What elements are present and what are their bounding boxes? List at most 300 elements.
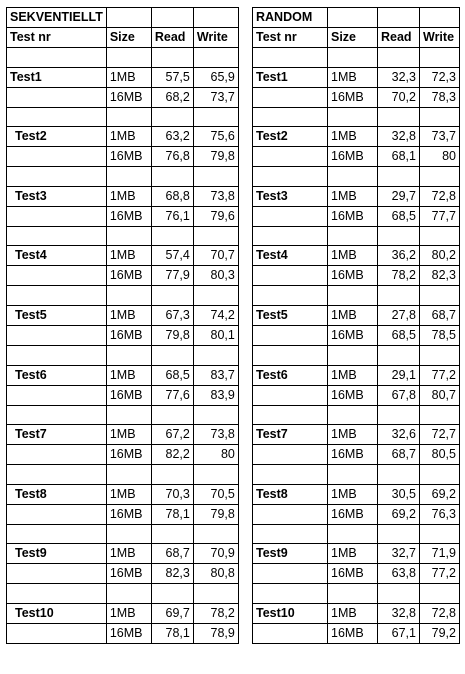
test-name[interactable]: Test3	[7, 186, 107, 206]
empty-cell[interactable]	[253, 584, 328, 604]
read-cell[interactable]: 57,5	[151, 67, 193, 87]
size-cell[interactable]: 16MB	[106, 87, 151, 107]
header-write[interactable]: Write	[193, 28, 238, 48]
size-cell[interactable]: 16MB	[328, 266, 378, 286]
read-cell[interactable]: 67,2	[151, 425, 193, 445]
empty-cell[interactable]	[420, 524, 460, 544]
size-cell[interactable]: 16MB	[106, 623, 151, 643]
table-row	[7, 87, 239, 107]
read-cell[interactable]: 77,9	[151, 266, 193, 286]
spacer-row	[253, 405, 460, 425]
write-cell[interactable]: 72,7	[420, 425, 460, 445]
read-cell[interactable]: 57,4	[151, 246, 193, 266]
size-cell[interactable]: 16MB	[328, 623, 378, 643]
title-row	[253, 8, 460, 28]
size-cell[interactable]: 1MB	[106, 544, 151, 564]
header-row	[7, 28, 239, 48]
write-cell[interactable]: 78,9	[193, 623, 238, 643]
empty-cell[interactable]	[7, 584, 107, 604]
test-name[interactable]: Test9	[7, 544, 107, 564]
empty-cell[interactable]	[151, 584, 193, 604]
size-cell[interactable]: 16MB	[106, 445, 151, 465]
read-cell[interactable]: 76,8	[151, 147, 193, 167]
size-cell[interactable]: 1MB	[106, 484, 151, 504]
table-row	[7, 127, 239, 147]
header-size[interactable]: Size	[106, 28, 151, 48]
size-cell[interactable]: 1MB	[328, 603, 378, 623]
empty-cell[interactable]	[253, 345, 328, 365]
read-cell[interactable]: 78,2	[378, 266, 420, 286]
size-cell[interactable]: 1MB	[328, 246, 378, 266]
test-name[interactable]: Test2	[7, 127, 107, 147]
write-cell[interactable]: 83,7	[193, 365, 238, 385]
test-name[interactable]: Test8	[253, 484, 328, 504]
table-row	[253, 623, 460, 643]
read-cell[interactable]: 68,5	[378, 206, 420, 226]
write-cell[interactable]: 72,8	[420, 603, 460, 623]
test-name[interactable]: Test5	[253, 305, 328, 325]
size-cell[interactable]: 1MB	[328, 544, 378, 564]
size-cell[interactable]: 16MB	[106, 385, 151, 405]
empty-cell[interactable]	[253, 465, 328, 485]
empty-cell[interactable]	[193, 345, 238, 365]
empty-cell[interactable]	[253, 48, 328, 68]
empty-cell[interactable]	[253, 623, 328, 643]
table-row	[7, 365, 239, 385]
table-row	[253, 246, 460, 266]
table-row	[253, 425, 460, 445]
read-cell[interactable]: 68,7	[378, 445, 420, 465]
empty-cell[interactable]	[7, 405, 107, 425]
empty-cell[interactable]	[420, 8, 460, 28]
empty-cell[interactable]	[378, 107, 420, 127]
table-row	[7, 325, 239, 345]
size-cell[interactable]: 16MB	[106, 325, 151, 345]
size-cell[interactable]: 16MB	[328, 504, 378, 524]
empty-cell[interactable]	[328, 345, 378, 365]
table-row	[253, 206, 460, 226]
read-cell[interactable]: 68,8	[151, 186, 193, 206]
empty-cell[interactable]	[106, 48, 151, 68]
size-cell[interactable]: 16MB	[328, 87, 378, 107]
empty-cell[interactable]	[378, 465, 420, 485]
read-cell[interactable]: 32,7	[378, 544, 420, 564]
empty-cell[interactable]	[378, 286, 420, 306]
write-cell[interactable]: 70,7	[193, 246, 238, 266]
empty-cell[interactable]	[7, 226, 107, 246]
test-name[interactable]: Test3	[253, 186, 328, 206]
test-name[interactable]: Test9	[253, 544, 328, 564]
empty-cell[interactable]	[193, 226, 238, 246]
empty-cell[interactable]	[328, 524, 378, 544]
empty-cell[interactable]	[151, 345, 193, 365]
size-cell[interactable]: 16MB	[106, 564, 151, 584]
size-cell[interactable]: 1MB	[328, 425, 378, 445]
table-row	[7, 544, 239, 564]
spacer-row	[7, 167, 239, 187]
empty-cell[interactable]	[106, 8, 151, 28]
empty-cell[interactable]	[7, 465, 107, 485]
empty-cell[interactable]	[420, 226, 460, 246]
empty-cell[interactable]	[7, 524, 107, 544]
size-cell[interactable]: 1MB	[328, 305, 378, 325]
size-cell[interactable]: 16MB	[328, 147, 378, 167]
empty-cell[interactable]	[328, 405, 378, 425]
empty-cell[interactable]	[7, 325, 107, 345]
empty-cell[interactable]	[328, 107, 378, 127]
read-cell[interactable]: 32,8	[378, 127, 420, 147]
spacer-row	[253, 345, 460, 365]
read-cell[interactable]: 29,1	[378, 365, 420, 385]
write-cell[interactable]: 68,7	[420, 305, 460, 325]
title-row	[7, 8, 239, 28]
test-name[interactable]: Test6	[7, 365, 107, 385]
empty-cell[interactable]	[151, 8, 193, 28]
size-cell[interactable]: 1MB	[106, 246, 151, 266]
write-cell[interactable]: 82,3	[420, 266, 460, 286]
empty-cell[interactable]	[378, 8, 420, 28]
read-cell[interactable]: 30,5	[378, 484, 420, 504]
test-name[interactable]: Test6	[253, 365, 328, 385]
empty-cell[interactable]	[106, 524, 151, 544]
empty-cell[interactable]	[7, 48, 107, 68]
test-name[interactable]: Test5	[7, 305, 107, 325]
empty-cell[interactable]	[106, 465, 151, 485]
empty-cell[interactable]	[7, 445, 107, 465]
read-cell[interactable]: 67,1	[378, 623, 420, 643]
write-cell[interactable]: 65,9	[193, 67, 238, 87]
empty-cell[interactable]	[420, 107, 460, 127]
empty-cell[interactable]	[7, 623, 107, 643]
empty-cell[interactable]	[253, 226, 328, 246]
write-cell[interactable]: 74,2	[193, 305, 238, 325]
empty-cell[interactable]	[7, 385, 107, 405]
spacer-row	[7, 48, 239, 68]
write-cell[interactable]: 80	[420, 147, 460, 167]
read-cell[interactable]: 68,2	[151, 87, 193, 107]
write-cell[interactable]: 78,2	[193, 603, 238, 623]
test-name[interactable]: Test10	[7, 603, 107, 623]
test-name[interactable]: Test4	[253, 246, 328, 266]
size-cell[interactable]: 1MB	[106, 365, 151, 385]
size-cell[interactable]: 16MB	[106, 147, 151, 167]
empty-cell[interactable]	[7, 167, 107, 187]
empty-cell[interactable]	[106, 107, 151, 127]
empty-cell[interactable]	[420, 48, 460, 68]
empty-cell[interactable]	[253, 564, 328, 584]
empty-cell[interactable]	[193, 48, 238, 68]
section-title: SEKVENTIELLT	[7, 8, 107, 28]
empty-cell[interactable]	[253, 385, 328, 405]
empty-cell[interactable]	[151, 226, 193, 246]
empty-cell[interactable]	[7, 266, 107, 286]
spacer-row	[7, 524, 239, 544]
empty-cell[interactable]	[193, 524, 238, 544]
write-cell[interactable]: 70,9	[193, 544, 238, 564]
empty-cell[interactable]	[253, 167, 328, 187]
empty-cell[interactable]	[420, 345, 460, 365]
empty-cell[interactable]	[7, 147, 107, 167]
table-row	[253, 365, 460, 385]
write-cell[interactable]: 72,8	[420, 186, 460, 206]
table-row	[253, 87, 460, 107]
spacer-row	[253, 524, 460, 544]
empty-cell[interactable]	[193, 286, 238, 306]
table-row	[253, 186, 460, 206]
section-title: RANDOM	[253, 8, 328, 28]
empty-cell[interactable]	[253, 325, 328, 345]
header-size[interactable]: Size	[328, 28, 378, 48]
test-name[interactable]: Test4	[7, 246, 107, 266]
empty-cell[interactable]	[106, 345, 151, 365]
empty-cell[interactable]	[328, 226, 378, 246]
write-cell[interactable]: 79,6	[193, 206, 238, 226]
empty-cell[interactable]	[253, 286, 328, 306]
table-row	[7, 484, 239, 504]
read-cell[interactable]: 27,8	[378, 305, 420, 325]
table-row	[7, 186, 239, 206]
empty-cell[interactable]	[420, 584, 460, 604]
empty-cell[interactable]	[420, 167, 460, 187]
read-cell[interactable]: 70,2	[378, 87, 420, 107]
spacer-row	[7, 345, 239, 365]
read-cell[interactable]: 70,3	[151, 484, 193, 504]
table-row	[253, 325, 460, 345]
size-cell[interactable]: 1MB	[328, 127, 378, 147]
write-cell[interactable]: 78,5	[420, 325, 460, 345]
empty-cell[interactable]	[7, 564, 107, 584]
empty-cell[interactable]	[253, 107, 328, 127]
test-name[interactable]: Test10	[253, 603, 328, 623]
write-cell[interactable]: 80,5	[420, 445, 460, 465]
size-cell[interactable]: 16MB	[328, 385, 378, 405]
empty-cell[interactable]	[7, 345, 107, 365]
empty-cell[interactable]	[193, 107, 238, 127]
size-cell[interactable]: 1MB	[106, 305, 151, 325]
empty-cell[interactable]	[151, 405, 193, 425]
read-cell[interactable]: 63,8	[378, 564, 420, 584]
header-test-nr[interactable]: Test nr	[7, 28, 107, 48]
size-cell[interactable]: 16MB	[328, 445, 378, 465]
read-cell[interactable]: 32,6	[378, 425, 420, 445]
size-cell[interactable]: 1MB	[106, 603, 151, 623]
empty-cell[interactable]	[253, 405, 328, 425]
read-cell[interactable]: 68,7	[151, 544, 193, 564]
table-row	[7, 246, 239, 266]
empty-cell[interactable]	[378, 405, 420, 425]
size-cell[interactable]: 1MB	[106, 67, 151, 87]
empty-cell[interactable]	[151, 286, 193, 306]
header-test-nr[interactable]: Test nr	[253, 28, 328, 48]
empty-cell[interactable]	[378, 48, 420, 68]
empty-cell[interactable]	[253, 266, 328, 286]
write-cell[interactable]: 80,7	[420, 385, 460, 405]
size-cell[interactable]: 16MB	[328, 564, 378, 584]
table-row	[7, 445, 239, 465]
test-name[interactable]: Test1	[7, 67, 107, 87]
spacer-row	[7, 107, 239, 127]
spacer-row	[7, 465, 239, 485]
write-cell[interactable]: 77,2	[420, 365, 460, 385]
empty-cell[interactable]	[193, 584, 238, 604]
size-cell[interactable]: 1MB	[328, 365, 378, 385]
write-cell[interactable]: 76,3	[420, 504, 460, 524]
write-cell[interactable]: 80,8	[193, 564, 238, 584]
read-cell[interactable]: 32,8	[378, 603, 420, 623]
table-row	[7, 147, 239, 167]
test-name[interactable]: Test2	[253, 127, 328, 147]
write-cell[interactable]: 71,9	[420, 544, 460, 564]
read-cell[interactable]: 69,7	[151, 603, 193, 623]
empty-cell[interactable]	[378, 226, 420, 246]
table-row	[253, 147, 460, 167]
empty-cell[interactable]	[253, 147, 328, 167]
write-cell[interactable]: 73,7	[420, 127, 460, 147]
read-cell[interactable]: 69,2	[378, 504, 420, 524]
write-cell[interactable]: 79,8	[193, 147, 238, 167]
size-cell[interactable]: 1MB	[328, 186, 378, 206]
size-cell[interactable]: 16MB	[106, 504, 151, 524]
empty-cell[interactable]	[378, 345, 420, 365]
write-cell[interactable]: 75,6	[193, 127, 238, 147]
table-row	[7, 206, 239, 226]
table-row	[253, 564, 460, 584]
read-cell[interactable]: 78,1	[151, 623, 193, 643]
read-cell[interactable]: 82,2	[151, 445, 193, 465]
empty-cell[interactable]	[253, 504, 328, 524]
size-cell[interactable]: 1MB	[328, 67, 378, 87]
empty-cell[interactable]	[328, 584, 378, 604]
table-row	[7, 425, 239, 445]
table-row	[7, 603, 239, 623]
read-cell[interactable]: 36,2	[378, 246, 420, 266]
read-cell[interactable]: 63,2	[151, 127, 193, 147]
empty-cell[interactable]	[106, 226, 151, 246]
empty-cell[interactable]	[328, 48, 378, 68]
empty-cell[interactable]	[193, 8, 238, 28]
empty-cell[interactable]	[106, 167, 151, 187]
read-cell[interactable]: 79,8	[151, 325, 193, 345]
spacer-row	[253, 465, 460, 485]
table-row	[7, 564, 239, 584]
spacer-row	[253, 48, 460, 68]
write-cell[interactable]: 73,8	[193, 186, 238, 206]
write-cell[interactable]: 77,2	[420, 564, 460, 584]
empty-cell[interactable]	[7, 87, 107, 107]
size-cell[interactable]: 16MB	[328, 325, 378, 345]
empty-cell[interactable]	[106, 584, 151, 604]
read-cell[interactable]: 68,5	[151, 365, 193, 385]
empty-cell[interactable]	[106, 286, 151, 306]
empty-cell[interactable]	[420, 465, 460, 485]
write-cell[interactable]: 80,2	[420, 246, 460, 266]
empty-cell[interactable]	[420, 405, 460, 425]
empty-cell[interactable]	[151, 465, 193, 485]
empty-cell[interactable]	[151, 48, 193, 68]
header-read[interactable]: Read	[151, 28, 193, 48]
table-row	[253, 67, 460, 87]
empty-cell[interactable]	[151, 167, 193, 187]
empty-cell[interactable]	[193, 465, 238, 485]
empty-cell[interactable]	[7, 107, 107, 127]
write-cell[interactable]: 72,3	[420, 67, 460, 87]
write-cell[interactable]: 73,7	[193, 87, 238, 107]
table-row	[7, 385, 239, 405]
empty-cell[interactable]	[7, 206, 107, 226]
test-name[interactable]: Test7	[7, 425, 107, 445]
read-cell[interactable]: 77,6	[151, 385, 193, 405]
read-cell[interactable]: 67,8	[378, 385, 420, 405]
test-name[interactable]: Test7	[253, 425, 328, 445]
empty-cell[interactable]	[328, 286, 378, 306]
write-cell[interactable]: 80,1	[193, 325, 238, 345]
empty-cell[interactable]	[253, 445, 328, 465]
size-cell[interactable]: 1MB	[106, 127, 151, 147]
size-cell[interactable]: 1MB	[106, 186, 151, 206]
size-cell[interactable]: 1MB	[106, 425, 151, 445]
empty-cell[interactable]	[378, 524, 420, 544]
read-cell[interactable]: 82,3	[151, 564, 193, 584]
write-cell[interactable]: 73,8	[193, 425, 238, 445]
read-cell[interactable]: 76,1	[151, 206, 193, 226]
size-cell[interactable]: 16MB	[106, 266, 151, 286]
read-cell[interactable]: 78,1	[151, 504, 193, 524]
write-cell[interactable]: 70,5	[193, 484, 238, 504]
read-cell[interactable]: 32,3	[378, 67, 420, 87]
read-cell[interactable]: 29,7	[378, 186, 420, 206]
write-cell[interactable]: 79,2	[420, 623, 460, 643]
empty-cell[interactable]	[7, 286, 107, 306]
write-cell[interactable]: 83,9	[193, 385, 238, 405]
empty-cell[interactable]	[378, 584, 420, 604]
empty-cell[interactable]	[253, 87, 328, 107]
empty-cell[interactable]	[193, 167, 238, 187]
empty-cell[interactable]	[328, 465, 378, 485]
write-cell[interactable]: 80	[193, 445, 238, 465]
header-write[interactable]: Write	[420, 28, 460, 48]
write-cell[interactable]: 80,3	[193, 266, 238, 286]
write-cell[interactable]: 79,8	[193, 504, 238, 524]
test-name[interactable]: Test8	[7, 484, 107, 504]
read-cell[interactable]: 67,3	[151, 305, 193, 325]
empty-cell[interactable]	[253, 524, 328, 544]
table-row	[253, 305, 460, 325]
write-cell[interactable]: 69,2	[420, 484, 460, 504]
header-read[interactable]: Read	[378, 28, 420, 48]
empty-cell[interactable]	[151, 524, 193, 544]
read-cell[interactable]: 68,1	[378, 147, 420, 167]
spacer-row	[7, 584, 239, 604]
read-cell[interactable]: 68,5	[378, 325, 420, 345]
empty-cell[interactable]	[7, 504, 107, 524]
write-cell[interactable]: 78,3	[420, 87, 460, 107]
empty-cell[interactable]	[378, 167, 420, 187]
size-cell[interactable]: 16MB	[328, 206, 378, 226]
empty-cell[interactable]	[106, 405, 151, 425]
spacer-row	[253, 584, 460, 604]
write-cell[interactable]: 77,7	[420, 206, 460, 226]
empty-cell[interactable]	[193, 405, 238, 425]
size-cell[interactable]: 1MB	[328, 484, 378, 504]
test-name[interactable]: Test1	[253, 67, 328, 87]
size-cell[interactable]: 16MB	[106, 206, 151, 226]
empty-cell[interactable]	[328, 8, 378, 28]
spacer-row	[253, 107, 460, 127]
empty-cell[interactable]	[253, 206, 328, 226]
empty-cell[interactable]	[328, 167, 378, 187]
empty-cell[interactable]	[151, 107, 193, 127]
empty-cell[interactable]	[420, 286, 460, 306]
